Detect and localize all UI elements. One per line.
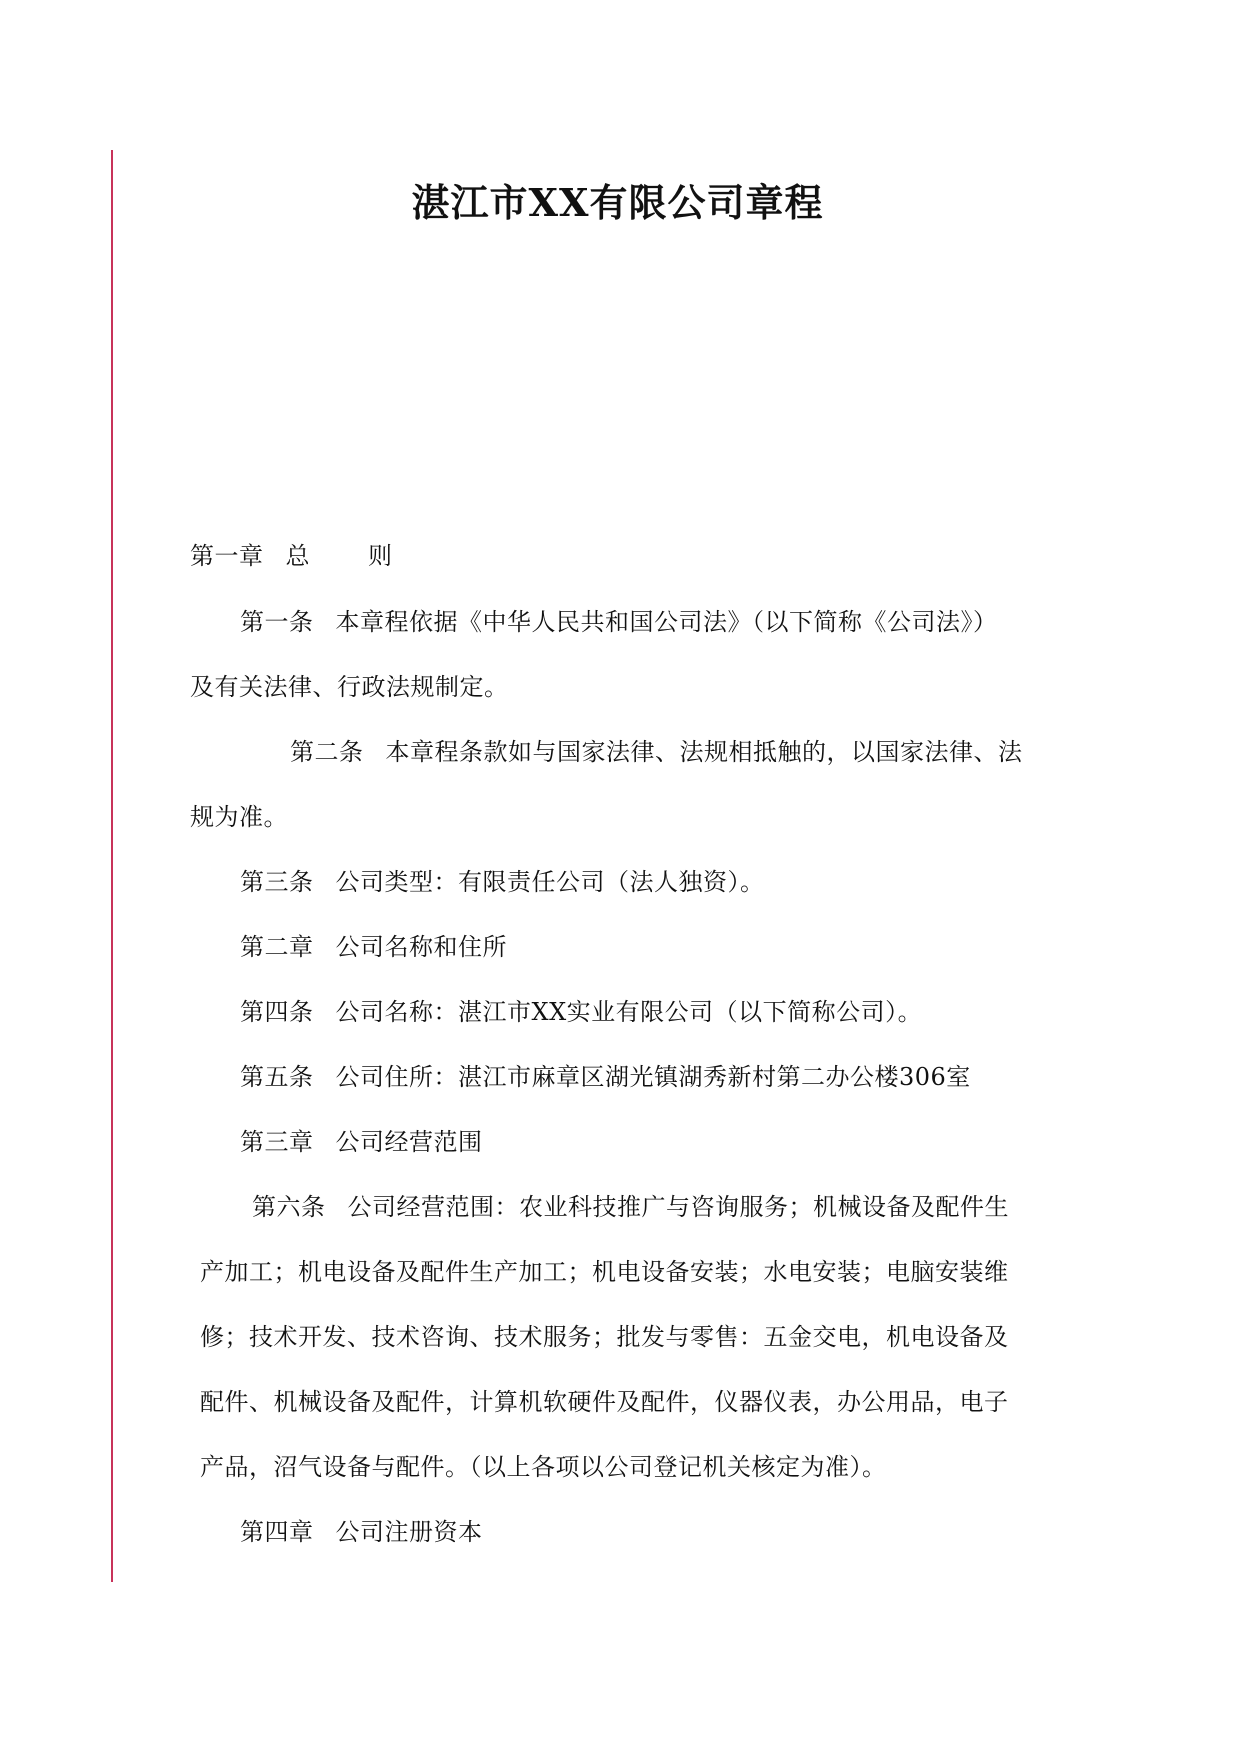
article-6-line-4: 配件、机械设备及配件，计算机软硬件及配件，仪器仪表，办公用品，电子 [200,1388,1009,1416]
chapter-label: 第二章 [240,933,314,961]
article-text: 公司经营范围：农业科技推广与咨询服务；机械设备及配件生 [347,1193,1009,1221]
article-number: 第六条 [252,1193,326,1221]
article-1-line-2: 及有关法律、行政法规制定。 [190,673,509,701]
margin-rule [111,150,113,1582]
chapter-title-word: 则 [368,542,393,570]
chapter-2-heading [240,932,507,962]
article-6-line-1 [252,1192,1009,1222]
article-number: 第一条 [240,608,314,636]
article-text: 公司名称：湛江市XX实业有限公司（以下简称公司）。 [335,998,923,1026]
article-number: 第五条 [240,1063,314,1091]
article-number: 第二条 [290,738,364,766]
chapter-1-heading [190,541,393,571]
chapter-3-heading [240,1127,483,1157]
chapter-title: 公司注册资本 [335,1518,483,1546]
chapter-label: 第三章 [240,1128,314,1156]
article-2-line-2: 规为准。 [190,803,288,831]
article-text: 本章程条款如与国家法律、法规相抵触的，以国家法律、法 [385,738,1023,766]
article-1-line-1 [240,607,998,637]
article-text: 公司住所：湛江市麻章区湖光镇湖秀新村第二办公楼306室 [335,1063,971,1091]
chapter-label: 第四章 [240,1518,314,1546]
article-text: 公司类型：有限责任公司（法人独资）。 [335,868,765,896]
chapter-title: 公司经营范围 [335,1128,483,1156]
article-number: 第四条 [240,998,314,1026]
chapter-4-heading [240,1517,483,1547]
article-2-line-1 [290,737,1023,767]
article-6-line-2: 产加工；机电设备及配件生产加工；机电设备安装；水电安装；电脑安装维 [200,1258,1009,1286]
chapter-title-word: 总 [285,542,310,570]
chapter-title: 公司名称和住所 [335,933,507,961]
article-3 [240,867,765,897]
chapter-label: 第一章 [190,542,264,570]
article-number: 第三条 [240,868,314,896]
article-6-line-5: 产品，沼气设备与配件。（以上各项以公司登记机关核定为准）。 [200,1453,887,1481]
document-title: 湛江市XX有限公司章程 [411,180,824,225]
article-5 [240,1062,971,1092]
article-6-line-3: 修；技术开发、技术咨询、技术服务；批发与零售：五金交电，机电设备及 [200,1323,1009,1351]
article-4 [240,997,922,1027]
article-text: 本章程依据《中华人民共和国公司法》（以下简称《公司法》） [335,608,998,636]
